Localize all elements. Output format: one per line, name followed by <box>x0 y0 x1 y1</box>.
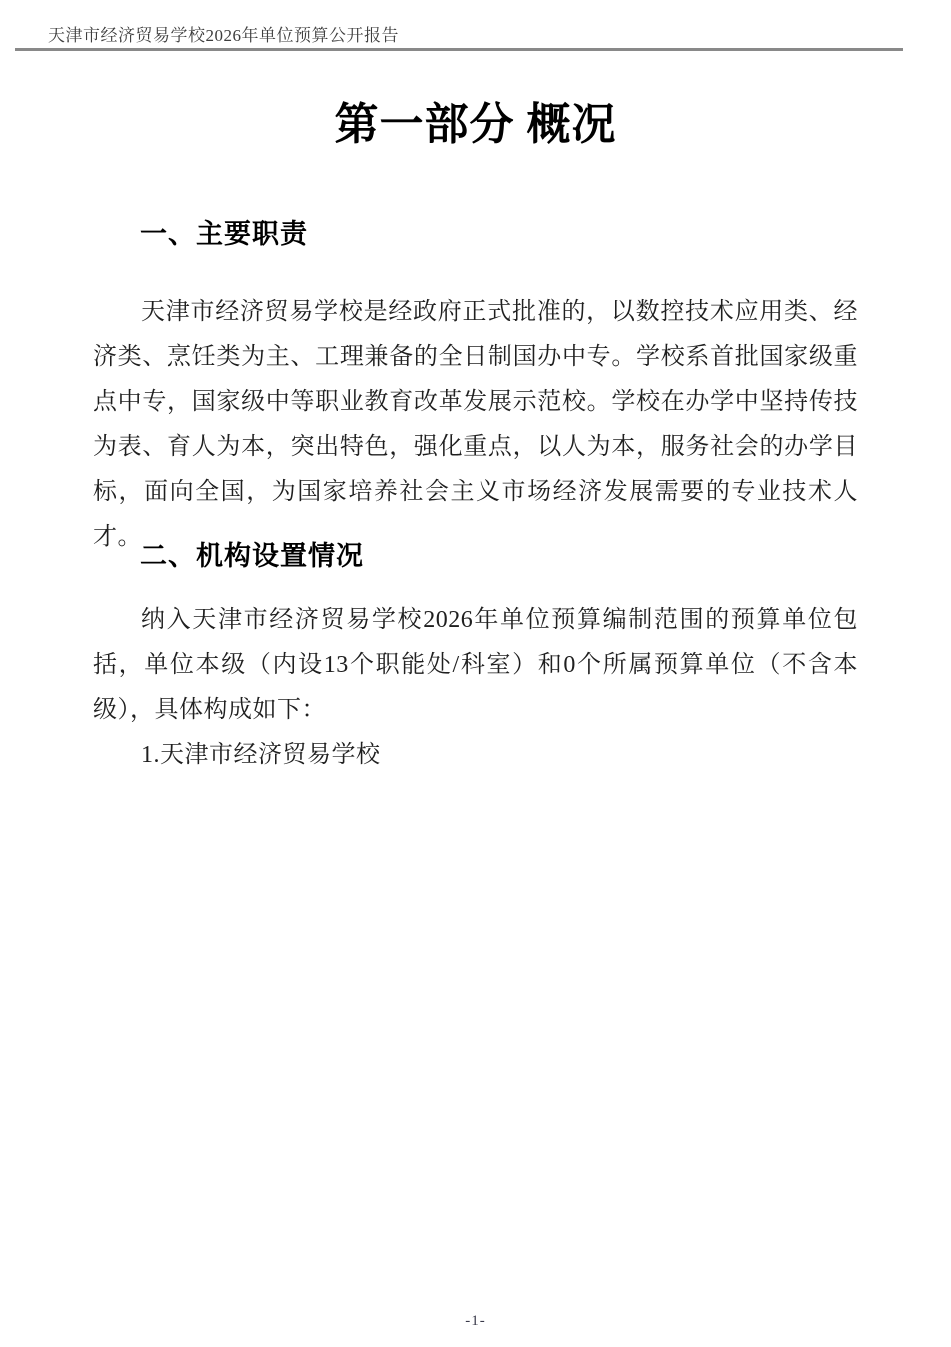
page-number: -1- <box>465 1313 486 1329</box>
section-body-main-duties <box>93 290 858 560</box>
list-item-unit-1: 1.天津市经济贸易学校 <box>141 742 381 768</box>
paragraph-main-duties: 天津市经济贸易学校是经政府正式批准的，以数控技术应用类、经济类、烹饪类为主、工理兼备的全日制国办中专。学校系首批国家级重点中专，国家级中等职业教育改革发展示范校。学校在办学中坚持传技为表、育人为本，突出特色，强化重点，以人为本，服务社会的办学目标，面向全国，为国家培养社会主义市场经济发展需要的专业技术人才。 <box>93 299 858 550</box>
header-title: 天津市经济贸易学校2026年单位预算公开报告 <box>48 26 399 45</box>
section-heading-org-structure: 二、机构设置情况 <box>140 541 364 571</box>
section-heading-main-duties: 一、主要职责 <box>140 219 308 249</box>
section-body-org-structure <box>93 598 858 778</box>
document-title: 第一部分 概况 <box>334 100 617 149</box>
header-rule <box>15 48 903 51</box>
paragraph-org-structure: 纳入天津市经济贸易学校2026年单位预算编制范围的预算单位包括，单位本级（内设13个职能处/科室）和0个所属预算单位（不含本级），具体构成如下： <box>93 607 858 723</box>
